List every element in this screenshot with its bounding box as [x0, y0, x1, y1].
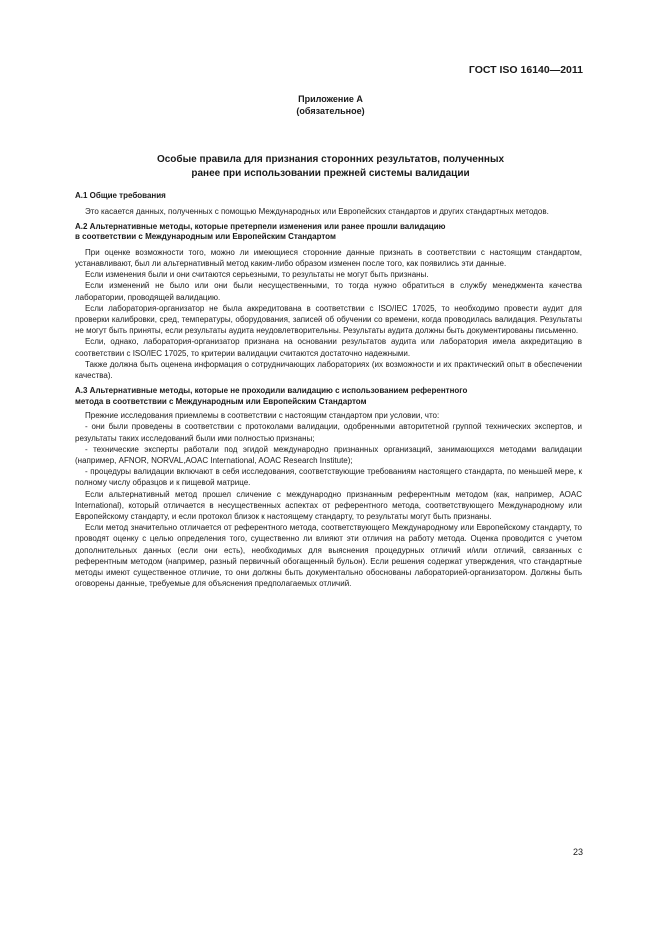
section-a3-heading-line-1: А.3 Альтернативные методы, которые не проходили валидацию с использованием референтного — [75, 386, 468, 396]
section-a2-paragraph: Если изменения были и они считаются серьезными, то результаты не могут быть признаны. — [85, 270, 429, 280]
title-line-1: Особые правила для признания сторонних результатов, полученных — [156, 154, 505, 165]
document-title — [60, 153, 601, 180]
section-a3-paragraph: Прежние исследования приемлемы в соответствии с настоящим стандартом при условии, что: — [85, 411, 440, 421]
standard-code: ГОСТ ISO 16140—2011 — [468, 64, 583, 76]
annex-heading — [0, 93, 661, 117]
section-a2-heading-line-2: в соответствии с Международным или Европейским Стандартом — [75, 232, 336, 242]
page-number: 23 — [572, 847, 583, 857]
section-a3-heading — [75, 386, 582, 407]
section-a1-paragraph: Это касается данных, полученных с помощью Международных или Европейских стандартов и других стандартных методов. — [85, 206, 549, 216]
section-a2-paragraph: Если изменений не было или они были несущественными, то тогда нужно обратиться в службу менеджмента качества лаборатории, проводящей валидацию. — [75, 281, 582, 302]
section-a1-heading: А.1 Общие требования — [75, 191, 166, 200]
section-a3-heading-line-2: метода в соответствии с Международным или Европейским Стандартом — [75, 396, 367, 406]
annex-content — [75, 191, 582, 589]
section-a2-heading — [75, 222, 582, 243]
annex-status: (обязательное) — [296, 106, 365, 116]
section-a3-list-item: - технические эксперты работали под эгидой международно признанных организаций, занимающихся методами валидации (например, AFNOR, NORVAL,AOAC International, AOAC Research Institute); — [75, 444, 582, 465]
section-a2-paragraph: Если лаборатория-организатор не была аккредитована в соответствии с ISO/IEC 17025, то необходимо провести аудит для проверки калибровки, сред, температуры, оборудования, записей об обучении со времени, когда проводилась валидация. Результаты не могут быть приняты, если результаты аудита неудовлетворительны. Результаты аудита должны быть документированы письменно. — [75, 303, 582, 336]
section-a3-paragraph: Если альтернативный метод прошел сличение с международно признанным референтным методом (как, например, AOAC International), который отличается в несущественных аспектах от референтного метода, соответствующего Международному или Европейскому стандарту, и если протокол близок к настоящему стандарту, то результаты могут быть признаны. — [75, 489, 582, 521]
section-a2-paragraph: При оценке возможности того, можно ли имеющиеся сторонние данные признать в соответствии с настоящим стандартом, устанавливают, был ли альтернативный метод каким-либо образом изменен после того, как появились эти данные. — [75, 247, 582, 268]
section-a2-paragraph: Также должна быть оценена информация о сотрудничающих лабораториях (их возможности и их практический опыт в обеспечении качества). — [75, 359, 582, 380]
section-a2-heading-line-1: А.2 Альтернативные методы, которые претерпели изменения или ранее прошли валидацию — [75, 221, 446, 231]
section-a3-paragraph: Если метод значительно отличается от референтного метода, соответствующего Международному или Европейскому стандарту, то проводят оценку с целью определения того, существенно ли влияют эти отличия на работу метода. Оценка проводится с учетом дополнительных данных (если они есть), необходимых для выяснения процедурных отличий и/или отличий, связанных с референтным методом (например, разный первичный обогащенный бульон). Если решения содержат утверждения, что стандартные методы имеют существенное отличие, то они должны быть документально обоснованы лабораторией-организатором. Должны быть оговорены данные, требуемые для объяснения предполагаемых отличий. — [75, 523, 582, 589]
section-a2-paragraph: Если, однако, лаборатория-организатор признана на основании результатов аудита или лаборатория имела аккредитацию в соответствии с ISO/IEC 17025, то критерии валидации считаются достаточно надежными. — [75, 337, 582, 358]
section-a3-list-item: - процедуры валидации включают в себя исследования, соответствующие требованиям настоящего стандарта, по меньшей мере, к полному числу образцов и к пищевой матрице. — [75, 467, 582, 488]
title-line-2: ранее при использовании прежней системы валидации — [191, 167, 470, 179]
section-a3-list-item: - они были проведены в соответствии с протоколами валидации, одобренными авторитетной группой технических экспертов, и результаты таких исследований были ими полностью признаны; — [75, 422, 582, 443]
annex-label: Приложение А — [298, 94, 363, 104]
